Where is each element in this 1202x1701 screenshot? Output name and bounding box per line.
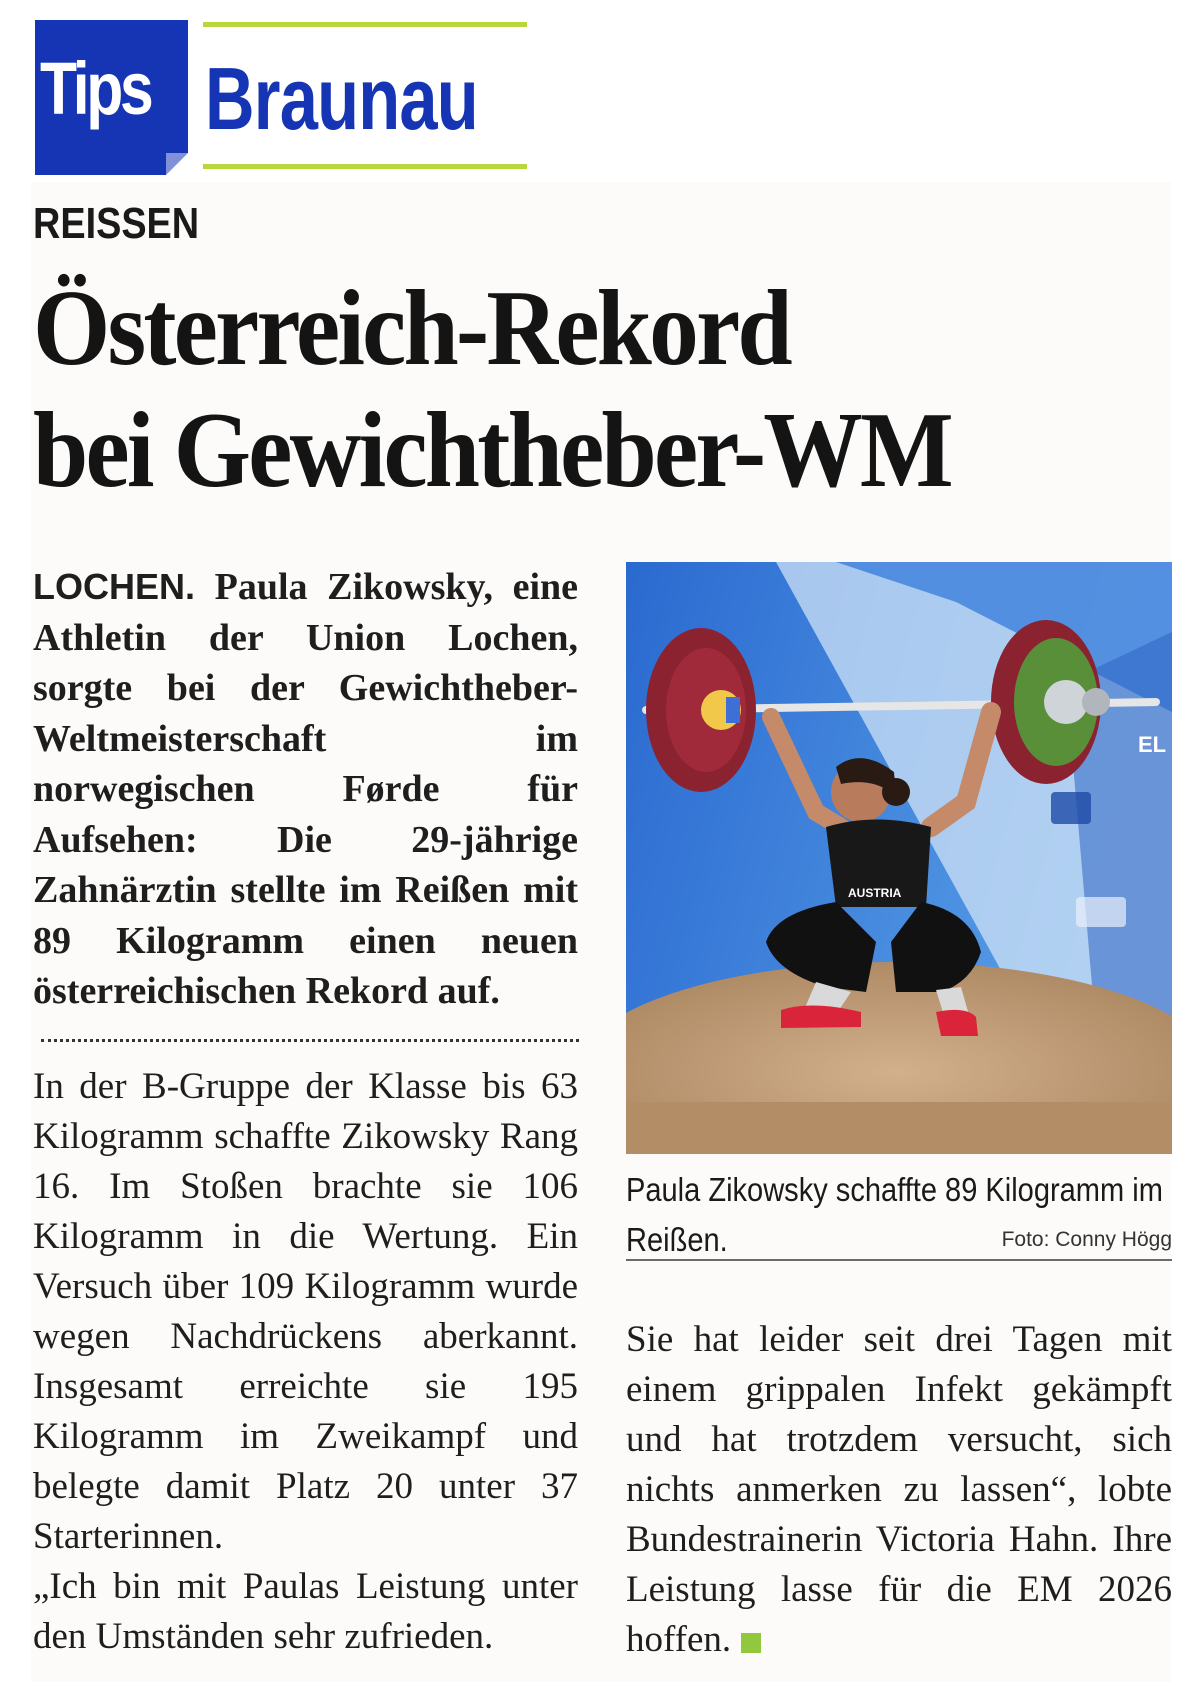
article-photo[interactable] — [626, 562, 1172, 1154]
article-column-left — [33, 562, 578, 1662]
photo-credit: Foto: Conny Högg — [1001, 1228, 1172, 1251]
page-curl-icon — [166, 153, 188, 175]
caption-divider — [626, 1259, 1172, 1261]
body-paragraph-1: In der B-Gruppe der Klasse bis 63 Kilogramm schaffte Zikowsky Rang 16. Im Stoßen brachte sie 106 Kilogramm in die Wertung. Ein Versuch über 109 Kilogramm wurde wegen Nachdrückens aberkannt. Insgesamt erreichte sie 195 Kilogramm im Zweikampf und belegte damit Platz 20 unter 37 Starterinnen. — [33, 1065, 578, 1557]
body-paragraph-3-text: Sie hat leider seit drei Tagen mit einem grippalen Infekt gekämpft und hat trotzdem versucht, sich nichts anmerken zu lassen“, lobte Bundestrainerin Victoria Hahn. Ihre Leistung lasse für die EM 2026 hoffen. — [626, 1319, 1172, 1660]
body-paragraph-2: „Ich bin mit Paulas Leistung unter den Umständen sehr zufrieden. — [33, 1565, 578, 1657]
article-column-right — [626, 1315, 1172, 1665]
weightlifter-image — [626, 562, 1172, 1154]
dateline: LOCHEN. — [33, 566, 195, 607]
masthead-rule-bottom — [203, 164, 527, 169]
article-lead — [33, 562, 578, 1017]
masthead-rule-top — [203, 22, 527, 27]
article-headline — [33, 268, 1137, 512]
headline-line-2: bei Gewichtheber-WM — [33, 391, 951, 510]
dotted-divider — [41, 1039, 579, 1042]
headline-line-1: Österreich-Rekord — [33, 269, 790, 388]
caption-text: Paula Zikowsky schaffte 89 Kilogramm im Reißen. — [626, 1171, 1163, 1258]
backdrop-text: EL — [1138, 732, 1167, 757]
body-paragraph-3 — [626, 1315, 1172, 1665]
lead-text: Paula Zikowsky, eine Athletin der Union Lochen, sorgte bei der Gewichtheber-Weltmeisterschaft im norwegischen Førde für Aufsehen: Die 29-jährige Zahnärztin stellte im Reißen mit 89 Kilogramm einen neuen österreichischen Rekord auf. — [33, 566, 578, 1012]
end-mark-icon — [741, 1633, 761, 1653]
edition-name: Braunau — [205, 49, 478, 148]
logo-word: Tips — [40, 47, 151, 130]
photo-caption — [626, 1165, 1172, 1265]
article-kicker: REISSEN — [33, 199, 200, 248]
shirt-text: AUSTRIA — [848, 886, 902, 900]
